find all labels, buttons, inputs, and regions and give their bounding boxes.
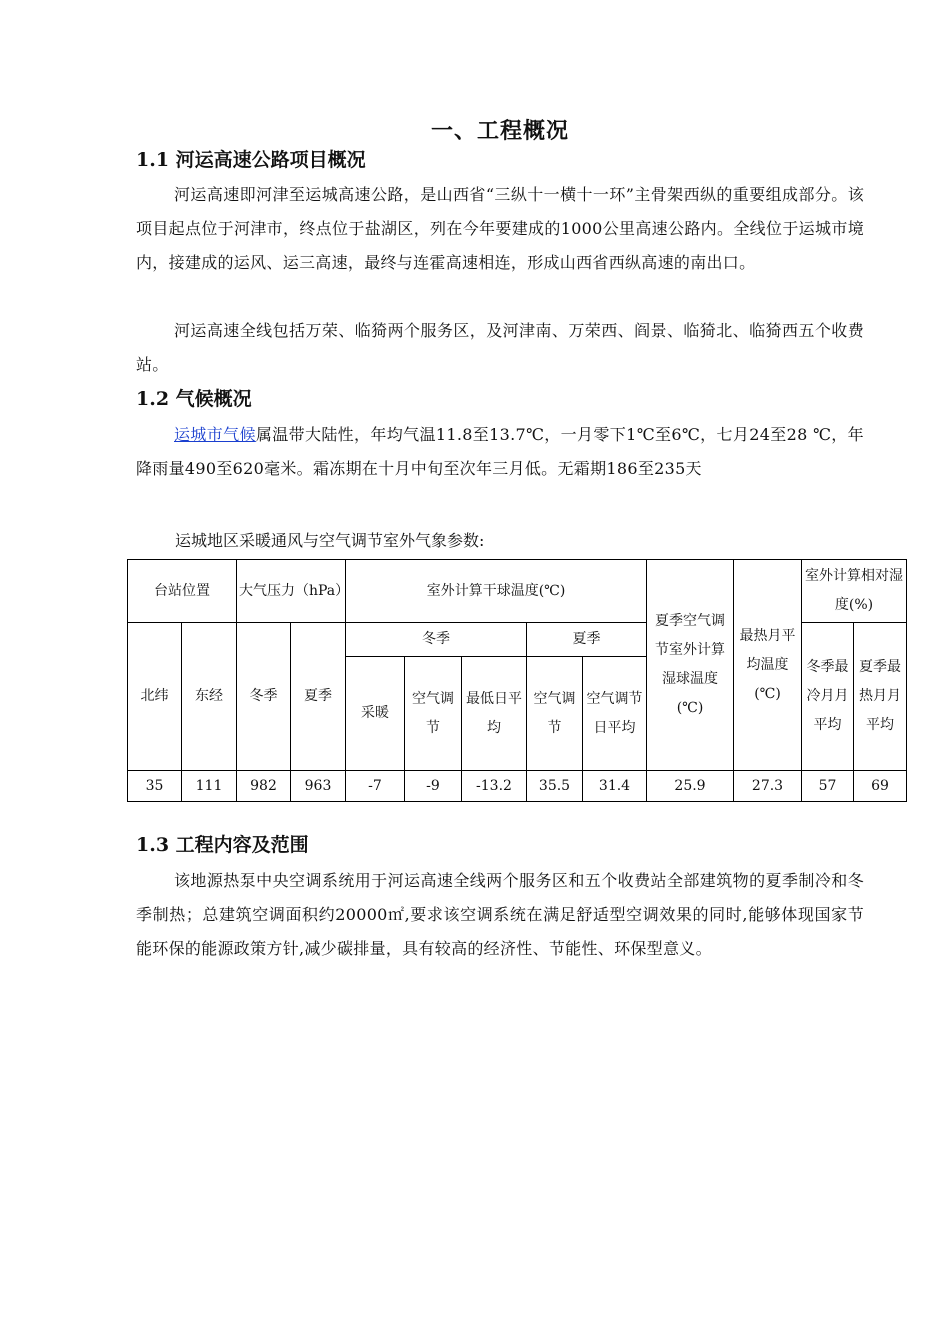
header-pressure-winter: 冬季 (237, 623, 291, 771)
cell-pressure-winter: 982 (237, 771, 291, 802)
header-pressure-summer: 夏季 (291, 623, 346, 771)
header-rh-summer: 夏季最热月月平均 (854, 623, 907, 771)
cell-hottest-month: 27.3 (734, 771, 802, 802)
cell-longitude: 111 (182, 771, 237, 802)
paragraph-service-areas: 河运高速全线包括万荣、临猗两个服务区，及河津南、万荣西、阎景、临猗北、临猗西五个收费站。 (136, 321, 864, 374)
header-ac-daily: 空气调节日平均 (583, 657, 647, 771)
cell-rh-winter: 57 (802, 771, 854, 802)
paragraph-scope: 该地源热泵中央空调系统用于河运高速全线两个服务区和五个收费站全部建筑物的夏季制冷和冬季制热；总建筑空调面积约20000㎡,要求该空调系统在满足舒适型空调效果的同时,能够体现国家节能环保的能源政策方针,减少碳排量，具有较高的经济性、节能性、环保型意义。 (136, 871, 864, 958)
header-pressure: 大气压力（hPa） (237, 560, 346, 623)
header-ac-winter: 空气调节 (405, 657, 462, 771)
header-winter: 冬季 (346, 623, 527, 657)
paragraph-project-overview: 河运高速即河津至运城高速公路，是山西省“三纵十一横十一环”主骨架西纵的重要组成部分。该项目起点位于河津市，终点位于盐湖区，列在今年要建成的1000公里高速公路内。全线位于运城市境内，接建成的运风、运三高速，最终与连霍高速相连，形成山西省西纵高速的南出口。 (136, 185, 864, 272)
climate-link[interactable]: 运城市气候 (174, 425, 256, 444)
header-longitude: 东经 (182, 623, 237, 771)
header-station: 台站位置 (128, 560, 237, 623)
header-wetbulb: 夏季空气调节室外计算湿球温度(℃) (647, 560, 734, 771)
paragraph-climate (136, 418, 864, 486)
cell-heating: -7 (346, 771, 405, 802)
climate-text: 属温带大陆性，年均气温11.8至13.7℃，一月零下1℃至6℃，七月24至28 ℃，年降雨量490至620毫米。霜冻期在十月中旬至次年三月低。无霜期186至235天 (136, 425, 864, 478)
header-summer: 夏季 (527, 623, 647, 657)
table-row (128, 771, 907, 802)
cell-ac-summer: 35.5 (527, 771, 583, 802)
header-ac-summer: 空气调节 (527, 657, 583, 771)
header-min-daily: 最低日平均 (462, 657, 527, 771)
header-rh-winter: 冬季最冷月月平均 (802, 623, 854, 771)
cell-ac-winter: -9 (405, 771, 462, 802)
table-caption: 运城地区采暖通风与空气调节室外气象参数: (175, 531, 485, 550)
section-heading-1-3: 1.3 工程内容及范围 (136, 834, 309, 856)
page-title: 一、工程概况 (430, 118, 569, 144)
cell-latitude: 35 (128, 771, 182, 802)
section-heading-1-2: 1.2 气候概况 (136, 388, 252, 410)
weather-parameters-table (127, 559, 907, 802)
header-latitude: 北纬 (128, 623, 182, 771)
header-heating: 采暖 (346, 657, 405, 771)
cell-min-daily: -13.2 (462, 771, 527, 802)
cell-wetbulb: 25.9 (647, 771, 734, 802)
cell-pressure-summer: 963 (291, 771, 346, 802)
header-drybulb: 室外计算干球温度(℃) (346, 560, 647, 623)
header-hottest-month: 最热月平均温度(℃) (734, 560, 802, 771)
cell-ac-daily: 31.4 (583, 771, 647, 802)
cell-rh-summer: 69 (854, 771, 907, 802)
header-humidity: 室外计算相对湿度(%) (802, 560, 907, 623)
section-heading-1-1: 1.1 河运高速公路项目概况 (136, 149, 366, 171)
